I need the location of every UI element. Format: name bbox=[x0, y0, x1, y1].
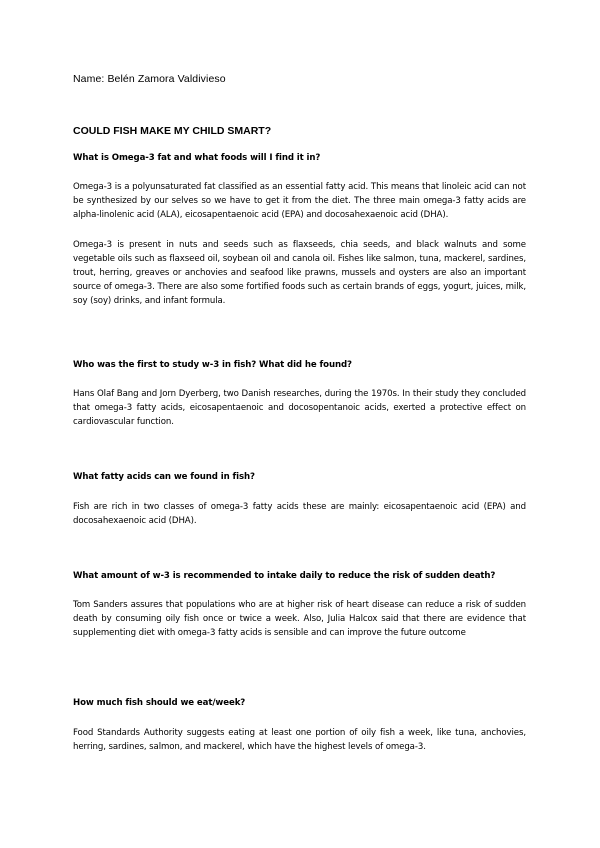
document-title: COULD FISH MAKE MY CHILD SMART? bbox=[73, 125, 272, 137]
section-heading-omega3: What is Omega-3 fat and what foods will I find it in? bbox=[73, 153, 321, 163]
section-heading-fish-per-week: How much fish should we eat/week? bbox=[73, 698, 246, 708]
paragraph-omega3-sources: Omega-3 is present in nuts and seeds such as flaxseeds, chia seeds, and black walnuts and some vegetable oils such as flaxseed oil, soybean oil and canola oil. Fishes like salmon, tuna, mackerel, sardines, trout, herring, greaves or anchovies and seafood like prawns, mussels and oysters are also an important source of omega-3. There are also some fortified foods such as certain brands of eggs, yogurt, juices, milk, soy (soy) drinks, and infant formula. bbox=[73, 240, 526, 306]
author-name: Name: Belén Zamora Valdivieso bbox=[73, 73, 226, 85]
paragraph-omega3-definition: Omega-3 is a polyunsaturated fat classified as an essential fatty acid. This means that linoleic acid can not be synthesized by our selves so we have to get it from the diet. The three main omega-3 fatty acids are alpha-linolenic acid (ALA), eicosapentaenoic acid (EPA) and docosahexaenoic acid (DHA). bbox=[73, 182, 526, 220]
section-heading-daily-amount: What amount of w-3 is recommended to intake daily to reduce the risk of sudden death? bbox=[73, 571, 496, 581]
paragraph-first-study: Hans Olaf Bang and Jorn Dyerberg, two Danish researches, during the 1970s. In their study they concluded that omega-3 fatty acids, eicosapentaenoic and docosopentanoic acids, exerted a protective effect on cardiovascular function. bbox=[73, 389, 526, 427]
paragraph-fatty-acids: Fish are rich in two classes of omega-3 fatty acids these are mainly: eicosapentaenoic acid (EPA) and docosahexaenoic acid (DHA). bbox=[73, 502, 526, 526]
paragraph-daily-amount: Tom Sanders assures that populations who are at higher risk of heart disease can reduce a risk of sudden death by consuming oily fish once or twice a week. Also, Julia Halcox said that there are evidence that supplementing diet with omega-3 fatty acids is sensible and can improve the future outcome bbox=[73, 600, 526, 638]
paragraph-fish-per-week: Food Standards Authority suggests eating at least one portion of oily fish a week, like tuna, anchovies, herring, sardines, salmon, and mackerel, which have the highest levels of omega-3. bbox=[73, 728, 526, 752]
section-heading-first-study: Who was the first to study w-3 in fish? What did he found? bbox=[73, 360, 352, 370]
section-heading-fatty-acids: What fatty acids can we found in fish? bbox=[73, 472, 255, 482]
